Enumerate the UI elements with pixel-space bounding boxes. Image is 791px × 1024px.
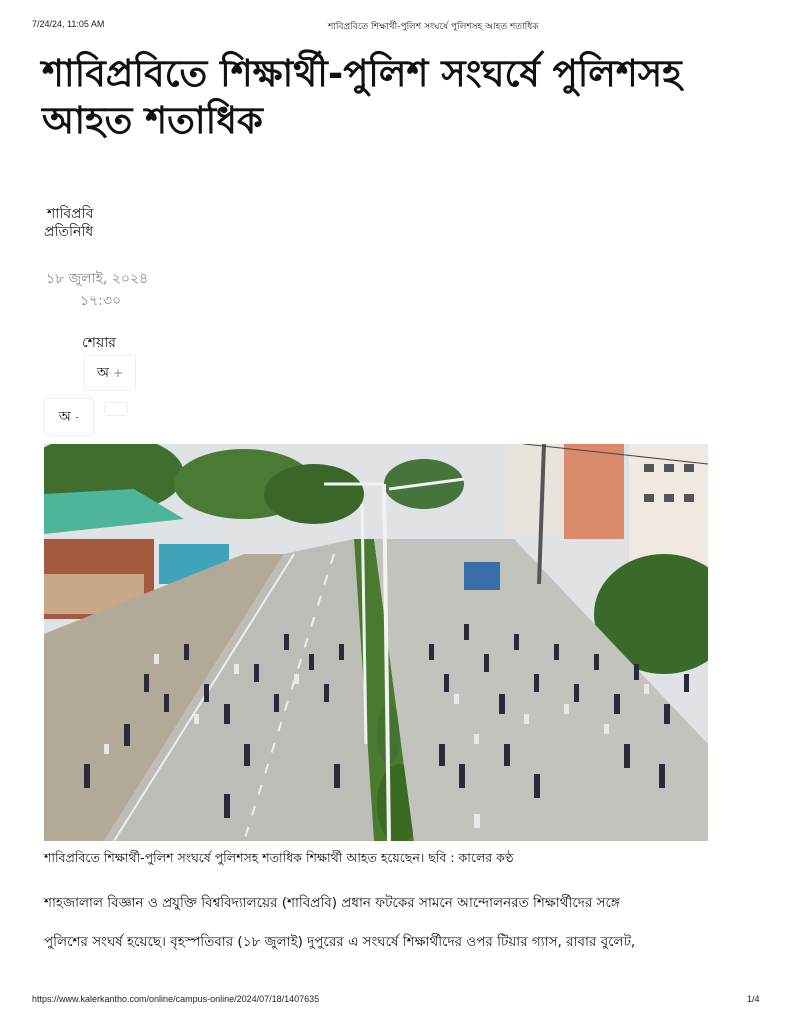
article-photo [44,444,708,841]
protest-photo-illustration [44,444,708,841]
font-decrease-label: অ [58,409,71,425]
article-paragraph-line: পুলিশের সংঘর্ষ হয়েছে। বৃহস্পতিবার (১৮ জুলাই) দুপুরের এ সংঘর্ষে শিক্ষার্থীদের ওপর টিয়ার গ্যাস, রাবার বুলেট, [44,934,636,950]
publish-time: ১৭:৩০ [80,293,122,309]
print-page-title: শাবিপ্রবিতে শিক্ষার্থী-পুলিশ সংঘর্ষে পুলিশসহ আহত শতাধিক [328,22,539,32]
print-footer-url: https://www.kalerkantho.com/online/campus-online/2024/07/18/1407635 [32,994,320,1004]
article-headline: শাবিপ্রবিতে শিক্ষার্থী-পুলিশ সংঘর্ষে পুলিশসহ আহত শতাধিক [42,52,682,142]
plus-icon: + [113,366,124,380]
minus-icon: - [74,410,80,424]
font-increase-label: অ [96,365,110,381]
font-decrease-button[interactable] [44,398,94,436]
print-datetime: 7/24/24, 11:05 AM [32,19,105,29]
font-increase-button[interactable] [84,355,136,391]
share-button[interactable]: শেয়ার [82,335,116,351]
font-reset-button[interactable] [104,402,128,416]
author-role: প্রতিনিধি [44,224,94,240]
publish-date: ১৮ জুলাই, ২০২৪ [46,271,149,287]
author-name[interactable]: শাবিপ্রবি [47,206,94,222]
print-page-number: 1/4 [747,994,760,1004]
article-paragraph-line: শাহজালাল বিজ্ঞান ও প্রযুক্তি বিশ্ববিদ্যালয়ের (শাবিপ্রবি) প্রধান ফটকের সামনে আন্দোলনরত শিক্ষার্থীদের সঙ্গে [44,895,620,911]
image-caption: শাবিপ্রবিতে শিক্ষার্থী-পুলিশ সংঘর্ষে পুলিশসহ শতাধিক শিক্ষার্থী আহত হয়েছেন। ছবি : কালের কণ্ঠ [44,850,514,865]
author-block [44,205,93,241]
